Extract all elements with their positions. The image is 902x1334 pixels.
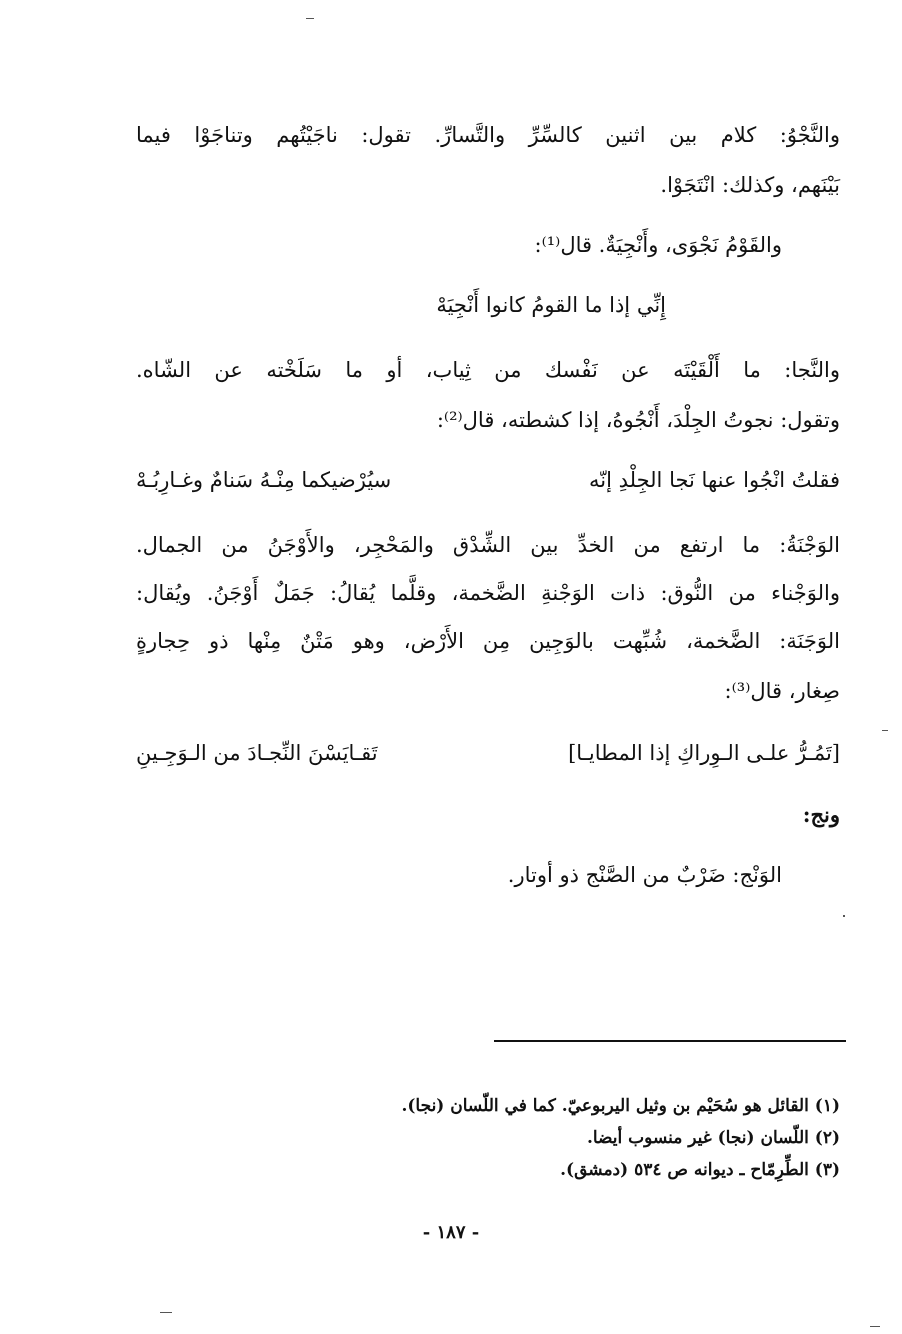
footnote-1: (١) القائل هو سُحَيْم بن وثيل اليربوعيّ. كما في اللّسان (نجا).	[401, 1096, 840, 1116]
paragraph-wajna-line-4: صِغار، قال⁽³⁾:	[724, 679, 840, 703]
footnote-divider	[494, 1040, 846, 1042]
paragraph-naja-line-2: وتقول: نجوتُ الجِلْدَ، أَنْجُوهُ، إذا كشطته، قال⁽²⁾:	[436, 408, 840, 432]
scan-speck	[870, 1326, 880, 1327]
paragraph-naja-line-1: والنَّجا: ما أَلْقَيْتَه عن نَفْسك من ثِياب، أو ما سَلَخْته عن الشّاه.	[136, 358, 840, 382]
verse-3	[136, 738, 840, 768]
paragraph-wajna-line-2: والوَجْناء من النُّوق: ذات الوَجْنةِ الضَّخمة، وقلَّما يُقالُ: جَمَلٌ أَوْجَنُ. ويُقال:	[136, 581, 840, 605]
verse-3-second-hemistich: تَقـايَسْنَ النِّجـادَ من الـوَجِـينِ	[136, 741, 378, 765]
paragraph-wajna-line-3: الوَجَنَة: الضَّخمة، شُبِّهت بالوَجِين مِن الأَرْض، وهو مَتْنٌ مِنْها ذو حِجارةٍ	[136, 629, 840, 653]
paragraph-najw-line-2: بَيْنَهم، وكذلك: انْتَجَوْا.	[660, 173, 840, 197]
footnote-2: (٢) اللّسان (نجا) غير منسوب أيضا.	[586, 1128, 840, 1148]
scan-speck	[882, 730, 888, 731]
paragraph-najw-line-1: والنَّجْوُ: كلام بين اثنين كالسِّرِّ والتَّسارِّ. تقول: ناجَيْتُهم وتناجَوْا فيما	[136, 123, 840, 147]
verse-2-first-hemistich: فقلتُ انْجُوا عنها نَجا الجِلْدِ إنّه	[589, 468, 840, 492]
paragraph-wanj: الوَنْج: ضَرْبٌ من الصَّنْج ذو أوتار.	[507, 863, 782, 887]
footnote-3: (٣) الطِّرِمّاح ـ ديوانه ص ٥٣٤ (دمشق).	[560, 1160, 840, 1180]
verse-1: إِنِّي إذا ما القومُ كانوا أَنْجِيَهْ	[436, 293, 666, 317]
paragraph-qawm: والقَوْمُ نَجْوَى، وأَنْجِيَةٌ. قال⁽¹⁾:	[534, 233, 782, 257]
scan-speck	[160, 1312, 172, 1313]
scan-speck	[306, 18, 314, 19]
paragraph-wajna-line-1: الوَجْنَةُ: ما ارتفع من الخدِّ بين الشِّدْق والمَحْجِر، والأَوْجَنُ من الجمال.	[136, 533, 840, 557]
entry-heading-wnj: ونج:	[802, 802, 840, 827]
verse-3-first-hemistich: [تَمُـرُّ علـى الـوِراكِ إذا المطايـا]	[568, 741, 840, 765]
verse-2	[136, 465, 840, 495]
verse-2-second-hemistich: سيُرْضيكما مِنْـهُ سَنامٌ وغـارِبُـهْ	[136, 468, 392, 492]
page-number: - ١٨٧ -	[422, 1222, 480, 1243]
scan-speck	[843, 915, 845, 917]
